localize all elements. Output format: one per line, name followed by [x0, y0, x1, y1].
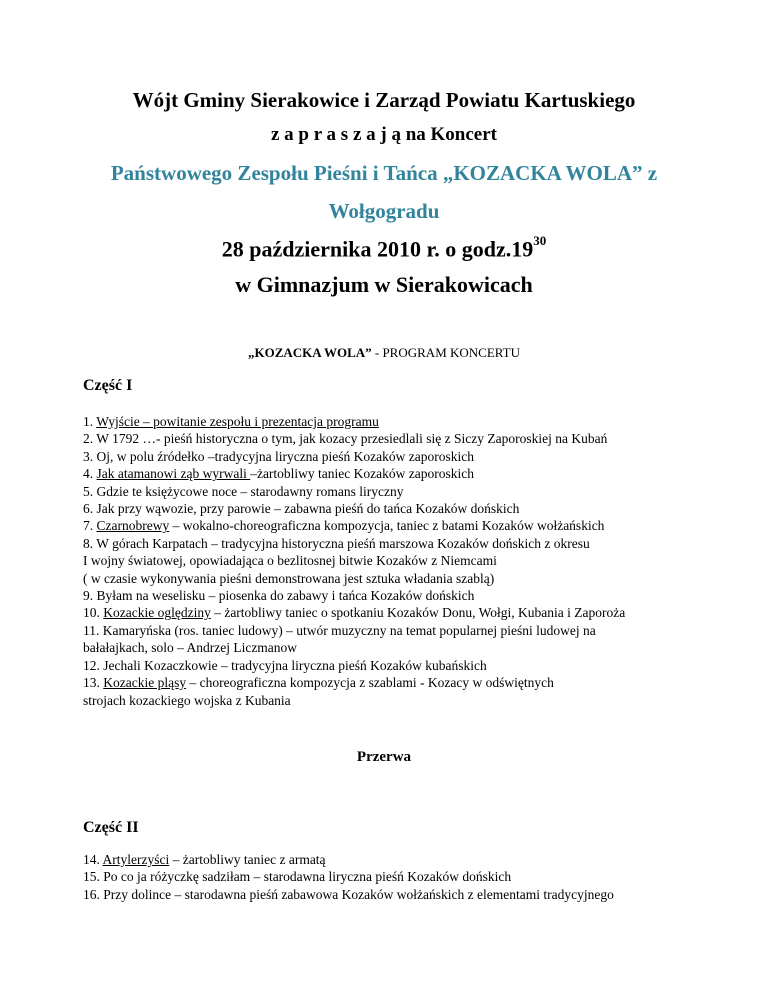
- header-city: Wołgogradu: [328, 199, 440, 223]
- program-item: [83, 604, 723, 621]
- item-text: I wojny światowej, opowiadająca o bezlitosnej bitwie Kozaków z Niemcami: [83, 553, 497, 569]
- item-text: Gdzie te księżycowe noce – starodawny romans liryczny: [96, 483, 404, 499]
- program-item: [83, 500, 723, 517]
- program-item: [83, 886, 723, 903]
- item-text: Byłam na weselisku – piosenka do zabawy i tańca Kozaków dońskich: [96, 588, 475, 604]
- item-text: –żartobliwy taniec Kozaków zaporoskich: [250, 466, 474, 482]
- program-item: [83, 465, 723, 482]
- item-text: W górach Karpatach – tradycyjna historyczna pieśń marszowa Kozaków dońskich z okresu: [96, 535, 590, 551]
- item-number: 5.: [83, 483, 97, 499]
- item-number: 9.: [83, 588, 97, 604]
- date-text: 28 października 2010 r. o godz.19: [221, 236, 534, 262]
- item-text: – żartobliwy taniec o spotkaniu Kozaków Donu, Wołgi, Kubania i Zaporoża: [210, 605, 626, 621]
- item-number: 3.: [83, 448, 97, 464]
- header-ensemble: Państwowego Zespołu Pieśni i Tańca „KOZACKA WOLA” z: [110, 161, 658, 185]
- program-item: [83, 413, 723, 430]
- item-title-underlined: Kozackie pląsy: [103, 675, 187, 691]
- program-item: [83, 535, 723, 552]
- item-title-underlined: Wyjście – powitanie zespołu i prezentacja programu: [96, 414, 379, 429]
- item-text: Przy dolince – starodawna pieśń zabawowa Kozaków wołżańskich z elementami tradycyjnego: [103, 886, 614, 902]
- item-text: Oj, w polu źródełko –tradycyjna liryczna pieśń Kozaków zaporoskich: [96, 448, 475, 464]
- item-number: 16.: [83, 886, 104, 902]
- header-venue: w Gimnazjum w Sierakowicach: [235, 272, 533, 297]
- program-item: [83, 587, 723, 604]
- program-item: [83, 448, 723, 465]
- program-item: [83, 570, 723, 587]
- item-title-underlined: Artylerzyści: [102, 852, 170, 867]
- item-text: ( w czasie wykonywania pieśni demonstrowana jest sztuka władania szablą): [83, 570, 495, 586]
- item-number: 13.: [83, 675, 104, 691]
- item-number: 1.: [83, 414, 97, 429]
- item-text: – choreograficzna kompozycja z szablami - Kozacy w odświętnych: [186, 675, 554, 691]
- program-item: [83, 657, 723, 674]
- item-text: W 1792 …- pieśń historyczna o tym, jak kozacy przesiedlali się z Siczy Zaporoskiej na Kubań: [96, 431, 608, 447]
- part-1-list: [83, 413, 723, 709]
- program-title-rest: - PROGRAM KONCERTU: [371, 345, 520, 360]
- item-text: Po co ja różyczkę sadziłam – starodawna liryczna pieśń Kozaków dońskich: [103, 869, 512, 885]
- item-number: 8.: [83, 535, 97, 551]
- item-text: – żartobliwy taniec z armatą: [169, 852, 326, 867]
- item-title-underlined: Czarnobrewy: [96, 518, 170, 534]
- part-2-list: [83, 851, 723, 903]
- part-2-heading: Część II: [83, 819, 139, 836]
- item-number: 6.: [83, 501, 97, 517]
- program-item: [83, 868, 723, 885]
- item-text: – wokalno-choreograficzna kompozycja, taniec z batami Kozaków wołżańskich: [169, 518, 605, 534]
- item-number: 11.: [83, 622, 103, 638]
- item-number: 4.: [83, 466, 97, 482]
- item-text: bałałajkach, solo – Andrzej Liczmanow: [83, 640, 298, 656]
- part-1-heading: Część I: [83, 377, 133, 394]
- item-number: 7.: [83, 518, 97, 534]
- header-organizers: Wójt Gminy Sierakowice i Zarząd Powiatu Kartuskiego: [132, 88, 636, 112]
- program-item: [83, 622, 723, 639]
- item-number: 14.: [83, 852, 103, 867]
- item-title-underlined: Jak atamanowi ząb wyrwali: [96, 466, 251, 482]
- time-minutes: 30: [533, 233, 547, 248]
- item-text: strojach kozackiego wojska z Kubania: [83, 692, 291, 708]
- program-title-name: „KOZACKA WOLA”: [247, 345, 372, 360]
- header-date: [0, 233, 768, 262]
- intermission-label: Przerwa: [356, 749, 412, 765]
- item-text: Jak przy wąwozie, przy parowie – zabawna pieśń do tańca Kozaków dońskich: [96, 501, 520, 517]
- item-number: 2.: [83, 431, 97, 447]
- program-item: [83, 517, 723, 534]
- program-title: [0, 345, 768, 361]
- item-number: 15.: [83, 869, 104, 885]
- program-item: [83, 483, 723, 500]
- item-title-underlined: Kozackie oględziny: [103, 605, 211, 621]
- header-invite: z a p r a s z a j ą na Koncert: [270, 124, 498, 145]
- program-item: [83, 430, 723, 447]
- item-text: Jechali Kozaczkowie – tradycyjna liryczna pieśń Kozaków kubańskich: [103, 657, 487, 673]
- program-item: [83, 552, 723, 569]
- item-number: 12.: [83, 657, 104, 673]
- program-item: [83, 851, 723, 868]
- item-text: Kamaryńska (ros. taniec ludowy) – utwór muzyczny na temat popularnej pieśni ludowej na: [102, 622, 596, 638]
- program-item: [83, 692, 723, 709]
- item-number: 10.: [83, 605, 104, 621]
- program-item: [83, 639, 723, 656]
- program-item: [83, 674, 723, 691]
